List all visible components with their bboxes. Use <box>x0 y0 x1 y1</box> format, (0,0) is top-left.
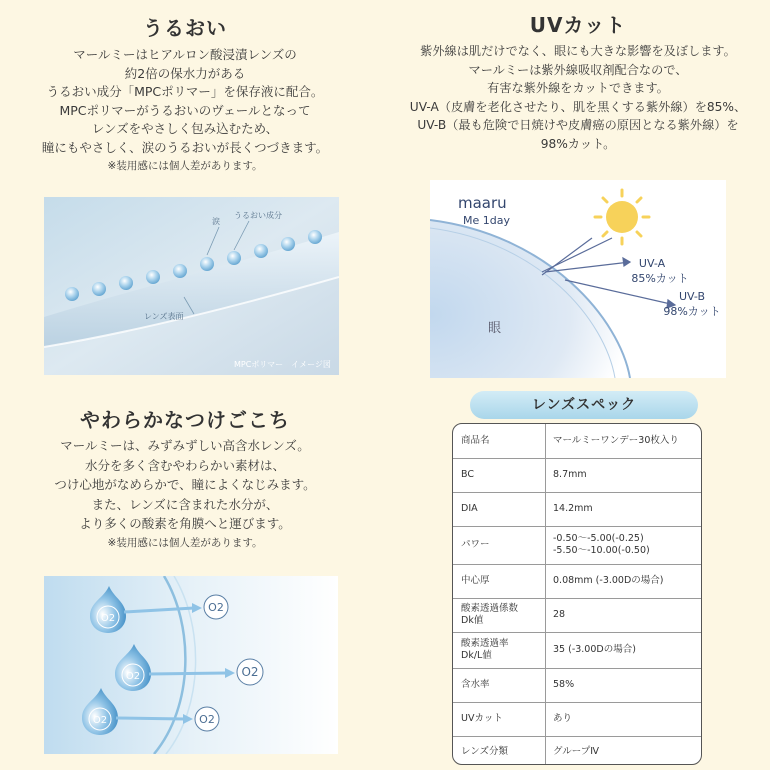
spec-label-text: 酸素透過率 <box>461 638 509 649</box>
spec-value <box>545 632 702 668</box>
spec-title: レンズスペック <box>470 391 698 419</box>
mpc-polymer-image <box>44 197 339 375</box>
spec-row <box>453 632 701 669</box>
spec-row <box>453 668 701 703</box>
uv-line: 有害な紫外線をカットできます。 <box>487 81 669 95</box>
spec-row <box>453 424 701 459</box>
spec-row <box>453 564 701 599</box>
softness-line: より多くの酸素を角膜へと運びます。 <box>79 516 291 531</box>
spec-label <box>461 736 541 765</box>
o2-label: O2 <box>199 713 215 726</box>
spec-value-text: グループⅣ <box>553 746 600 757</box>
moisture-line: うるおい成分「MPCポリマー」を保存液に配合。 <box>46 84 324 99</box>
spec-label-text: 商品名 <box>461 435 490 446</box>
spec-value <box>545 492 702 526</box>
softness-line: マールミーは、みずみずしい高含水レンズ。 <box>60 438 310 453</box>
spec-label-text: Dk値 <box>461 615 484 626</box>
brand-logo-line2: Me 1day <box>463 214 510 227</box>
spec-value-text: 0.08mm (-3.00Dの場合) <box>553 575 664 586</box>
spec-value-text: 8.7mm <box>553 469 587 480</box>
moisture-line: マールミーはヒアルロン酸浸漬レンズの <box>73 47 297 62</box>
spec-value-text: 58% <box>553 679 575 690</box>
uv-description <box>383 42 770 153</box>
spec-label-text: DIA <box>461 503 478 514</box>
spec-label <box>461 424 541 458</box>
image-caption: MPCポリマー イメージ図 <box>234 360 331 369</box>
spec-label-text: UVカット <box>461 713 503 724</box>
component-label: うるおい成分 <box>234 211 282 220</box>
sun-icon <box>595 190 649 244</box>
softness-line: また、レンズに含まれた水分が、 <box>91 496 279 512</box>
moisture-line: 約2倍の保水力がある <box>124 65 246 81</box>
moisture-title: うるおい <box>143 16 227 40</box>
uvb-cut-label: 98%カット <box>663 305 721 318</box>
o2-label: O2 <box>241 665 259 679</box>
spec-value-text: マールミーワンデー30枚入り <box>553 435 679 446</box>
spec-value <box>545 702 702 736</box>
spec-value <box>545 526 702 564</box>
softness-description <box>20 436 350 553</box>
spec-label-text: レンズ分類 <box>461 746 508 757</box>
o2-label: O2 <box>92 715 108 726</box>
o2-label: O2 <box>125 671 141 682</box>
spec-label-text: BC <box>461 469 474 480</box>
o2-label: O2 <box>208 601 224 614</box>
spec-row <box>453 702 701 737</box>
spec-row <box>453 736 701 765</box>
spec-value <box>545 564 702 598</box>
spec-row <box>453 458 701 493</box>
spec-value <box>545 598 702 632</box>
spec-value <box>545 668 702 702</box>
softness-note: ※装用感には個人差があります。 <box>107 536 263 549</box>
softness-title: やわらかなつけごこち <box>80 408 290 432</box>
tears-label: 涙 <box>212 217 220 226</box>
uv-line: 98%カット。 <box>540 136 616 151</box>
spec-value-text: あり <box>553 713 573 724</box>
softness-line: つけ心地がなめらかで、瞳によくなじみます。 <box>54 477 316 492</box>
softness-line: 水分を多く含むやわらかい素材は、 <box>84 457 285 473</box>
spec-label <box>461 632 541 668</box>
moisture-line: 瞳にもやさしく、涙のうるおいが長くつづきます。 <box>41 139 329 155</box>
spec-label-text: Dk/L値 <box>461 650 492 661</box>
spec-value-text: 14.2mm <box>553 503 593 514</box>
uvb-label: UV-B <box>678 290 706 303</box>
eye-label: 眼 <box>488 321 502 336</box>
moisture-line: レンズをやさしく包み込むため、 <box>91 121 279 136</box>
spec-value <box>545 424 702 458</box>
uv-line: 紫外線は肌だけでなく、眼にも大きな影響を及ぼします。 <box>420 44 736 58</box>
spec-label-text: 含水率 <box>461 679 490 690</box>
uv-line: マールミーは紫外線吸収剤配合なので、 <box>468 62 688 77</box>
uv-line: UV-A（皮膚を老化させたり、肌を黒くする紫外線）を85%、 <box>409 99 747 114</box>
moisture-note: ※装用感には個人差があります。 <box>107 160 263 172</box>
moisture-description <box>10 46 360 176</box>
uv-line: UV-B（最も危険で日焼けや皮膚癌の原因となる紫外線）を <box>417 118 739 132</box>
spec-value-text: -5.50〜-10.00(-0.50) <box>553 545 650 556</box>
oxygen-image <box>44 576 338 754</box>
spec-label-text: パワー <box>461 539 490 550</box>
spec-label <box>461 564 541 598</box>
uva-cut-label: 85%カット <box>631 272 689 285</box>
spec-row <box>453 526 701 565</box>
spec-row <box>453 598 701 633</box>
o2-label: O2 <box>100 613 116 624</box>
spec-label <box>461 598 541 632</box>
spec-label <box>461 702 541 736</box>
spec-label <box>461 668 541 702</box>
spec-table <box>452 423 702 765</box>
uv-cut-image <box>430 180 726 378</box>
spec-value <box>545 458 702 492</box>
spec-row <box>453 492 701 527</box>
moisture-line: MPCポリマーがうるおいのヴェールとなって <box>59 102 311 118</box>
spec-value-text: 28 <box>553 609 566 620</box>
surface-label: レンズ表面 <box>144 312 184 321</box>
uva-label: UV-A <box>638 257 666 270</box>
spec-label-text: 中心厚 <box>461 575 490 586</box>
uv-title: UVカット <box>529 13 627 37</box>
spec-label <box>461 458 541 492</box>
spec-value <box>545 736 702 765</box>
spec-label <box>461 526 541 564</box>
spec-label-text: 酸素透過係数 <box>461 603 519 614</box>
brand-logo-line1: maaru <box>458 194 507 212</box>
spec-value-text: 35 (-3.00Dの場合) <box>553 644 636 655</box>
spec-value-text: -0.50〜-5.00(-0.25) <box>553 533 644 544</box>
spec-label <box>461 492 541 526</box>
